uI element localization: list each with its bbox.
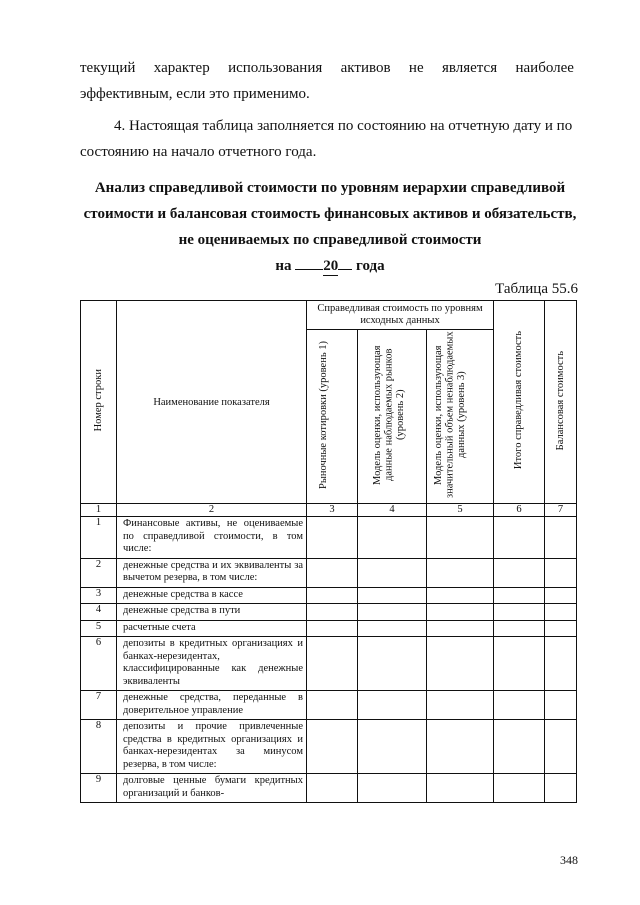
intro-word: активов [340, 60, 391, 76]
value-cell[interactable] [494, 620, 545, 637]
value-cell[interactable] [358, 691, 427, 720]
title-line-2: стоимости и балансовая стоимость финансовых активов и обязательств, [83, 206, 577, 222]
value-cell[interactable] [358, 620, 427, 637]
value-cell[interactable] [427, 637, 494, 691]
intro-word: использования [228, 60, 323, 76]
value-cell[interactable] [545, 720, 577, 774]
paragraph-4-line-1: 4. Настоящая таблица заполняется по состоянию на отчетную дату и по [114, 118, 573, 134]
value-cell[interactable] [358, 587, 427, 604]
table-row [81, 517, 577, 559]
row-number: 1 [81, 517, 117, 559]
table-row [81, 587, 577, 604]
title-date [60, 258, 600, 276]
value-cell[interactable] [307, 720, 358, 774]
column-number: 2 [117, 504, 307, 517]
value-cell[interactable] [427, 774, 494, 803]
table-body [81, 517, 577, 803]
value-cell[interactable] [545, 517, 577, 559]
header-total-fair-value: Итого справедливая стоимость [494, 301, 545, 504]
intro-line-1 [80, 56, 574, 80]
intro-word: текущий [80, 60, 136, 76]
intro-word: характер [153, 60, 210, 76]
column-number: 3 [307, 504, 358, 517]
value-cell[interactable] [358, 558, 427, 587]
value-cell[interactable] [358, 604, 427, 621]
row-indicator-name: денежные средства в кассе [117, 587, 307, 604]
header-level-1: Рыночные котировки (уровень 1) [307, 330, 358, 504]
value-cell[interactable] [494, 720, 545, 774]
intro-line-2: эффективным, если это применимо. [80, 86, 310, 102]
row-indicator-name: денежные средства в пути [117, 604, 307, 621]
column-number: 7 [545, 504, 577, 517]
header-indicator-name: Наименование показателя [117, 301, 307, 504]
header-level-2: Модель оценки, использующая данные наблюдаемых рынков (уровень 2) [358, 330, 427, 504]
value-cell[interactable] [494, 517, 545, 559]
paragraph-4-line-2: состоянию на начало отчетного года. [80, 144, 317, 160]
column-number: 5 [427, 504, 494, 517]
table-row [81, 604, 577, 621]
value-cell[interactable] [307, 517, 358, 559]
fair-value-table [80, 300, 577, 803]
value-cell[interactable] [307, 558, 358, 587]
row-number: 8 [81, 720, 117, 774]
value-cell[interactable] [358, 774, 427, 803]
table-row [81, 637, 577, 691]
date-suffix: года [356, 258, 385, 274]
table-row [81, 691, 577, 720]
value-cell[interactable] [545, 604, 577, 621]
header-fair-value-group: Справедливая стоимость по уровням исходных данных [307, 301, 494, 330]
table-row [81, 774, 577, 803]
value-cell[interactable] [545, 620, 577, 637]
value-cell[interactable] [427, 517, 494, 559]
value-cell[interactable] [427, 720, 494, 774]
row-indicator-name: денежные средства, переданные в доверительное управление [117, 691, 307, 720]
row-indicator-name: депозиты в кредитных организациях и банках-нерезидентах, классифицированные как денежные эквиваленты [117, 637, 307, 691]
value-cell[interactable] [358, 720, 427, 774]
row-indicator-name: долговые ценные бумаги кредитных организаций и банков- [117, 774, 307, 803]
column-number: 4 [358, 504, 427, 517]
date-blank-day[interactable] [295, 269, 323, 270]
value-cell[interactable] [545, 637, 577, 691]
column-number: 6 [494, 504, 545, 517]
header-level-3: Модель оценки, использующая значительный объем ненаблюдаемых данных (уровень 3) [427, 330, 494, 504]
value-cell[interactable] [307, 587, 358, 604]
value-cell[interactable] [307, 637, 358, 691]
date-prefix: на [275, 258, 292, 274]
value-cell[interactable] [545, 587, 577, 604]
row-indicator-name: Финансовые активы, не оцениваемые по справедливой стоимости, в том числе: [117, 517, 307, 559]
value-cell[interactable] [358, 637, 427, 691]
title-line-1: Анализ справедливой стоимости по уровням иерархии справедливой [94, 180, 566, 196]
header-row-number: Номер строки [81, 301, 117, 504]
row-number: 5 [81, 620, 117, 637]
intro-word: является [441, 60, 498, 76]
header-book-value: Балансовая стоимость [545, 301, 577, 504]
date-year: 20 [323, 258, 339, 274]
table-label: Таблица 55.6 [495, 281, 578, 297]
value-cell[interactable] [307, 774, 358, 803]
value-cell[interactable] [494, 587, 545, 604]
value-cell[interactable] [545, 691, 577, 720]
value-cell[interactable] [545, 558, 577, 587]
row-number: 6 [81, 637, 117, 691]
value-cell[interactable] [427, 691, 494, 720]
value-cell[interactable] [358, 517, 427, 559]
page-number: 348 [560, 853, 578, 867]
row-indicator-name: расчетные счета [117, 620, 307, 637]
table-row [81, 720, 577, 774]
row-number: 3 [81, 587, 117, 604]
value-cell[interactable] [307, 604, 358, 621]
date-blank-year[interactable] [338, 269, 352, 270]
row-indicator-name: депозиты и прочие привлеченные средства в кредитных организациях и банках-нерезидентах за минусом резерва, в том числе: [117, 720, 307, 774]
value-cell[interactable] [494, 558, 545, 587]
intro-word: не [408, 60, 424, 76]
value-cell[interactable] [427, 558, 494, 587]
value-cell[interactable] [427, 604, 494, 621]
table-row [81, 558, 577, 587]
row-number: 2 [81, 558, 117, 587]
row-number: 9 [81, 774, 117, 803]
header-row-1 [81, 301, 577, 330]
value-cell[interactable] [427, 587, 494, 604]
intro-word: наиболее [515, 60, 574, 76]
value-cell[interactable] [427, 620, 494, 637]
value-cell[interactable] [307, 620, 358, 637]
row-indicator-name: денежные средства и их эквиваленты за вычетом резерва, в том числе: [117, 558, 307, 587]
value-cell[interactable] [494, 604, 545, 621]
value-cell[interactable] [494, 691, 545, 720]
value-cell[interactable] [494, 774, 545, 803]
column-numbers-row [81, 504, 577, 517]
value-cell[interactable] [545, 774, 577, 803]
table-row [81, 620, 577, 637]
title-line-3: не оцениваемых по справедливой стоимости [178, 232, 482, 248]
value-cell[interactable] [307, 691, 358, 720]
row-number: 4 [81, 604, 117, 621]
row-number: 7 [81, 691, 117, 720]
value-cell[interactable] [494, 637, 545, 691]
column-number: 1 [81, 504, 117, 517]
